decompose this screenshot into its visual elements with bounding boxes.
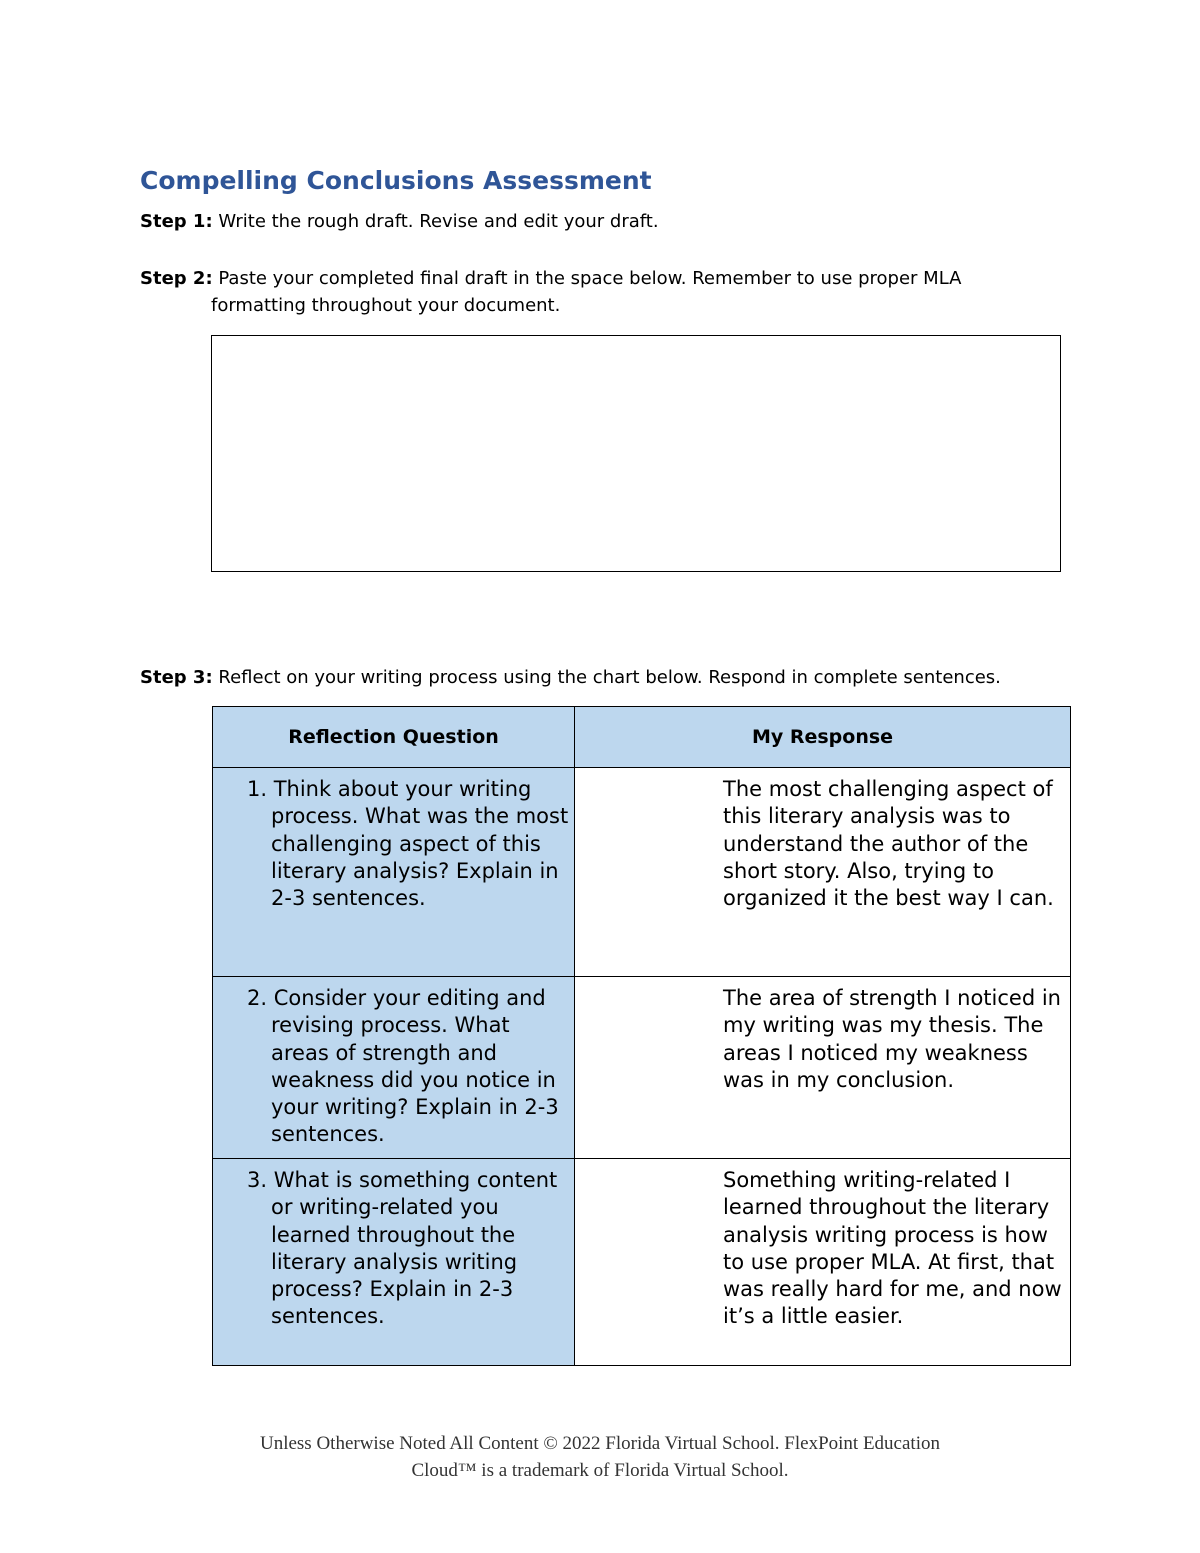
- question-text: 3. What is something content or writing-related you learned throughout the literary analysis writing process? Explain in 2-3 sentences.: [247, 1168, 558, 1329]
- response-cell[interactable]: [575, 1159, 1071, 1366]
- step-2-text: Paste your completed final draft in the space below. Remember to use proper MLA: [212, 268, 962, 289]
- question-text: 2. Consider your editing and revising process. What areas of strength and weakness did you notice in your writing? Explain in 2-3 sentences.: [247, 986, 559, 1147]
- header-reflection-question: Reflection Question: [213, 707, 575, 768]
- question-cell: [213, 768, 575, 977]
- page-title: Compelling Conclusions Assessment: [140, 166, 652, 195]
- response-text: The most challenging aspect of this literary analysis was to understand the author of the short story. Also, trying to organized it the best way I can.: [723, 777, 1054, 911]
- footer-line-1: Unless Otherwise Noted All Content © 2022 Florida Virtual School. FlexPoint Education: [259, 1433, 940, 1454]
- question-text: 1. Think about your writing process. What was the most challenging aspect of this literary analysis? Explain in 2-3 sentences.: [247, 777, 569, 911]
- reflection-table: [212, 706, 1071, 1366]
- step-2-continuation: formatting throughout your document.: [211, 295, 561, 316]
- table-row: [213, 1159, 1071, 1366]
- copyright-footer: [0, 1430, 1200, 1484]
- step-1-instruction: [140, 208, 659, 235]
- table-header-row: [213, 707, 1071, 768]
- step-2-label: Step 2:: [140, 268, 213, 289]
- response-cell[interactable]: [575, 977, 1071, 1159]
- question-cell: [213, 1159, 575, 1366]
- footer-line-2: Cloud™ is a trademark of Florida Virtual School.: [411, 1460, 789, 1481]
- step-3-text: Reflect on your writing process using the chart below. Respond in complete sentences.: [212, 667, 1001, 688]
- question-cell: [213, 977, 575, 1159]
- step-3-instruction: [140, 664, 1001, 691]
- response-cell[interactable]: [575, 768, 1071, 977]
- final-draft-box[interactable]: [211, 335, 1061, 572]
- header-my-response: My Response: [575, 707, 1071, 768]
- response-text: Something writing-related I learned throughout the literary analysis writing process is how to use proper MLA. At first, that was really hard for me, and now it’s a little easier.: [723, 1168, 1062, 1329]
- step-3-label: Step 3:: [140, 667, 213, 688]
- step-1-text: Write the rough draft. Revise and edit your draft.: [212, 211, 659, 232]
- table-row: [213, 977, 1071, 1159]
- table-row: [213, 768, 1071, 977]
- response-text: The area of strength I noticed in my writing was my thesis. The areas I noticed my weakness was in my conclusion.: [723, 986, 1061, 1092]
- step-1-label: Step 1:: [140, 211, 213, 232]
- step-2-instruction: [140, 265, 961, 292]
